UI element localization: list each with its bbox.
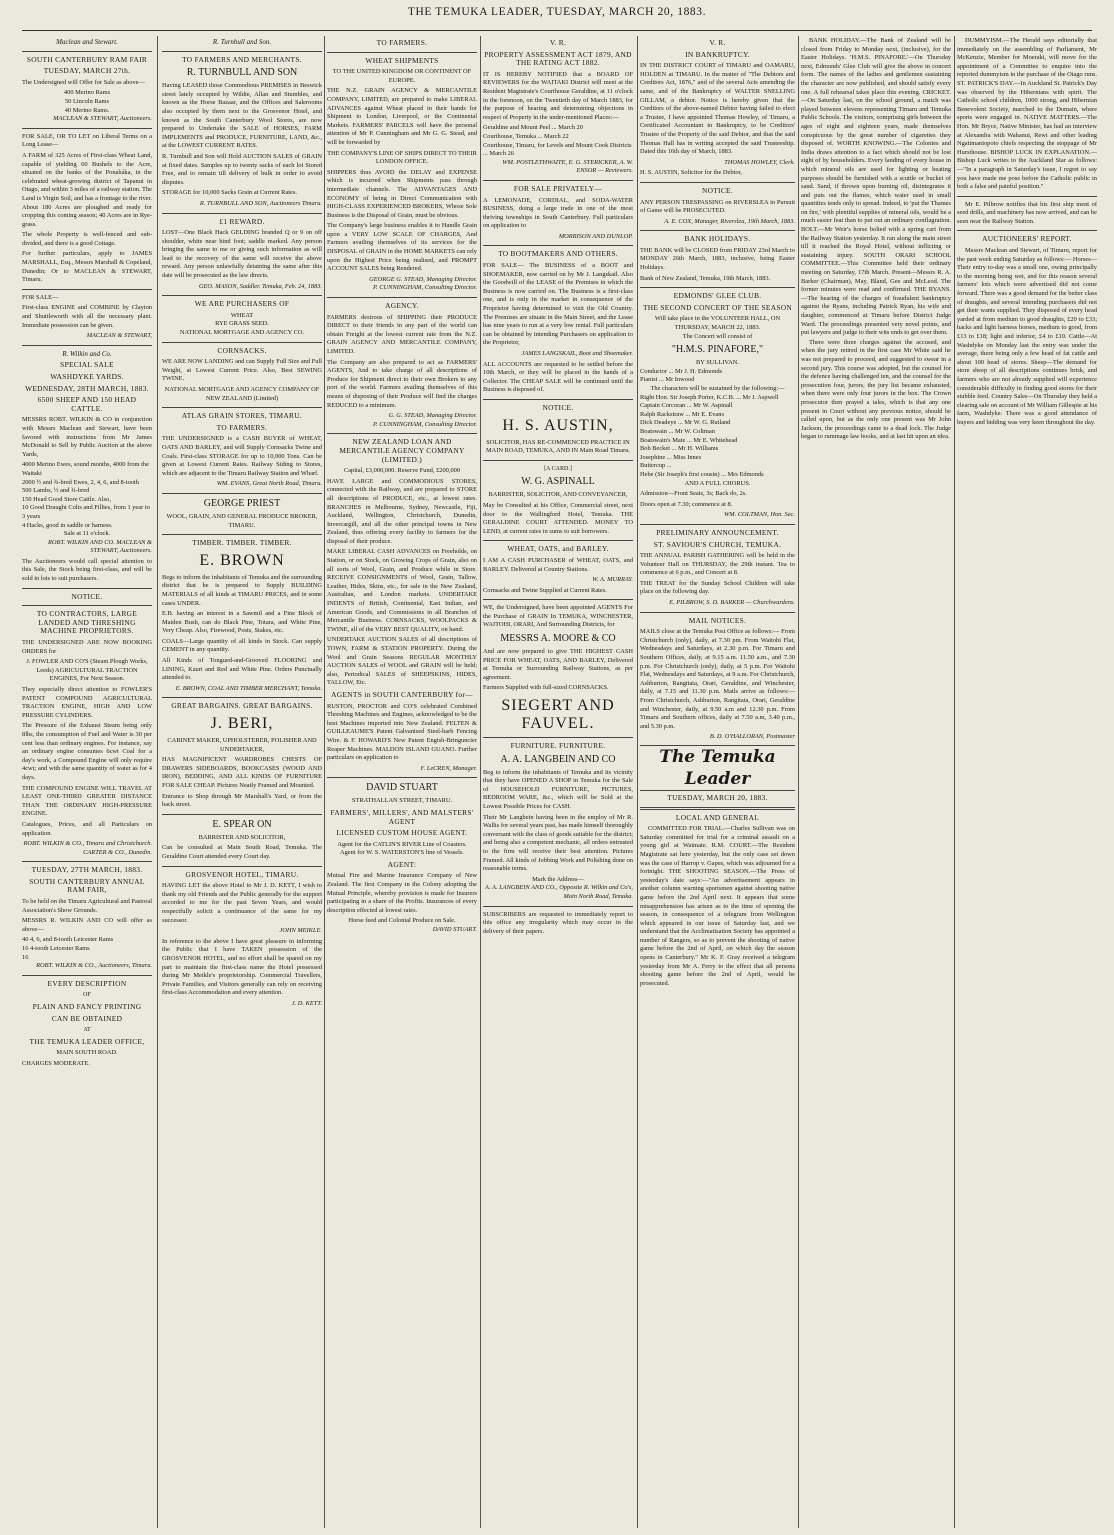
ad-text: ALL ACCOUNTS are requested to be settled before the 10th March, or they will be placed in the hands of a Collector. The CHEAP SALE will be continued until the Business is disposed of. xyxy=(483,360,633,394)
ad-text: SOLICITOR, HAS RE-COMMENCED PRACTICE IN MAIN ROAD, TEMUKA, AND IN Main Road Timaru. xyxy=(485,438,631,455)
column-rule xyxy=(954,36,955,1528)
ad-text: THE COMPOUND ENGINE WILL TRAVEL AT LEAST ONE-THIRD GREATER DISTANCE THAN THE ORDINARY HIGH-PRESSURE ENGINE. xyxy=(22,784,152,818)
ad-signature: ROBT. WILKIN & CO., Auctioneers, Timaru. xyxy=(36,962,152,970)
ad-text: NATIONAL MORTGAGE AND AGENCY COMPANY OF NEW ZEALAND (Limited) xyxy=(164,386,320,402)
ad-text: R. Turnbull and Son will Hold AUCTION SALES of GRAIN at fixed dates. Samples up to twenty sacks of each lot Stored Free, and to remain till delivery of bulk in order to avoid disputes. xyxy=(162,152,322,186)
ad-title: DAVID STUART xyxy=(366,782,438,794)
ad-text: CHARGES MODERATE. xyxy=(22,1059,90,1067)
list-item: 16 4-tooth Leicester Rams xyxy=(22,945,90,953)
ad-text: TO THE UNITED KINGDOM OR CONTINENT OF EUROPE. xyxy=(332,68,472,84)
ad-signature: MORRISON AND DUNLOP. xyxy=(558,232,633,240)
ad-text: AT xyxy=(83,1027,91,1034)
ad-title: TO FARMERS AND MERCHANTS. xyxy=(182,54,302,64)
divider xyxy=(957,230,1097,231)
column-rule xyxy=(480,36,481,1528)
divider xyxy=(640,807,795,810)
section-title: AUCTIONEERS' REPORT. xyxy=(982,234,1072,244)
ad-text: Bank of New Zealand, Temuka, 19th March, 1883. xyxy=(640,274,771,282)
ad-signature: DAVID STUART. xyxy=(432,926,477,934)
ad-list xyxy=(22,89,152,115)
divider xyxy=(957,196,1097,197)
news-text: DUMMYISM.—The Herald says editorially that immediately on the assembling of Parliament, Mr McKenzie, Member for Moeraki, will move for the appointment of a Committee to enquire into the reported dummyism in the purchase of the Otago runs. ST. PATRICK'S DAY.—In Auckland St. Patrick's Day was observed by the Hibernians with spirit. The Catholic school children, 1000 strong, and Hibernian Benevolent Society, marched to the Domain, where sports were engaged in. NATIVE MATTERS.—The Hon. Mr Bryce, Native Minister, has had an interview at Alexandra with Wahanui, Rewi and other leading Ngatimaniopoto chiefs respecting the stoppage of Mr Hursthouse. BISHOP LUCK IN EXPLANATION.—Bishop Luck writes to the Auckland Star as follows:—"In a paragraph in Saturday's issue, I regret to say you have made me pose before the Catholic public in both a false and painful position." xyxy=(957,37,1097,191)
ad-title: CORNSACKS. xyxy=(217,345,267,355)
royal-cipher: V. R. xyxy=(549,38,567,47)
ad-text: Conductor ... Mr J. H. Edmonds xyxy=(640,367,723,375)
ad-text: Farmers Supplied with full-sized CORNSACKS. xyxy=(483,684,609,692)
news-text: BANK HOLIDAY.—The Bank of Zealand will be closed from Friday to Monday next, (inclusive), for the Easter Holidays. 'H.M.S. PINAFORE.'—On Thursday next, Edmonds' Glee Club will give the above in concert form. The names of the ladies and gentlemen sustaining the character are now published, and should satisfy every one. A full rehearsal takes place this evening. CRICKET.—On Saturday last, on the school ground, a match was played between elevens representing Timaru and Temuka Public Schools. The visitors, comprising girls between the ages of eight and eighteen years, made themselves conspicuous by the great number of cigarettes they disposed of. WORTH KNOWING.—The Colonies and India draws attention to a fact which should not be lost sight of by householders. Every landing of every house in which mineral oils are used for lighting or heating purposes should be furnished with a scuttle or bucket of sand. Sand, if thrown upon burning oil, disintegrates it and puts out the flames, which water used in small quantities tends only to spread. Indeed, to 'put the Thames on fire,' with plentiful supplies of mineral oils, would be a much easier feat than to put out an ordinary conflagration. BOLT.—Mr Weir's horse bolted with a spring cart from the Railway Station yesterday. It ran along the main street till it reached the Royal Hotel, without inflicting or sustaining injury. SOUTH ORARI SCHOOL COMMITTEE.—This Committee held their ordinary meeting on Saturday, 17th March. Present—Messrs R. A. Barker (Chairman), May, Bland, Gee and McLeod. The former minutes were read and confirmed. THE RYANS.—The hearing of the charges of fraudulent bankruptcy against the Ryans, including Patrick Ryan, his wife and daughter, commenced at Timaru before District Judge Ward. The proceedings presented very novel points, and put lawyers and judge to their wits ends to get over them. xyxy=(801,37,951,337)
ad-date: TUESDAY, 27TH MARCH, 1883. xyxy=(31,865,143,875)
list-item: Right Hon. Sir Joseph Porter, K.C.B. ... Mr J. Aspwell xyxy=(640,393,779,401)
ad-text: LOST—One Black Hack GELDING branded Q or 9 on off shoulder, white near hind foot; saddle marked. Any person bringing the same to me or giving such information as will lead to the recovery of the same will receive the above reward. Any person unlawfully detaining the same after this date will be prosecuted as the law directs. xyxy=(162,229,322,280)
ad-title: SOUTH CANTERBURY ANNUAL RAM FAIR, xyxy=(29,876,145,895)
ad-title: NOTICE. xyxy=(542,402,574,412)
list-item: 40 4, 6, and 8-tooth Leicester Rams xyxy=(22,936,114,944)
divider xyxy=(162,814,322,815)
column-5 xyxy=(640,36,795,1528)
ad-title: NOTICE. xyxy=(701,185,734,195)
list-item: Ralph Rackstraw ... Mr E. Evans xyxy=(640,410,724,418)
divider xyxy=(162,407,322,408)
ad-title: IN BANKRUPTCY. xyxy=(685,49,750,59)
ad-title: AGENCY. xyxy=(385,301,419,311)
ad-title: A. A. LANGBEIN AND CO xyxy=(500,753,616,765)
ad-title: E. BROWN xyxy=(199,551,285,569)
ad-text: WE, the Undersigned, have been appointed AGENTS For the Purchase of GRAIN In TEMUKA, WINCHESTER, WAITOHI, ORARI, And Surrounding Districts, for xyxy=(483,604,633,629)
newspaper-nameplate: The Temuka Leader xyxy=(640,745,795,791)
ad-text: MAKE LIBERAL CASH ADVANCES on Freeholds, on Station, or on Stock, on Growing Crops of Grain, also on all sorts of Wool, Grain, and Produce while in Store. RECEIVE CONSIGNMENTS of Wool, Grain, Tallow, Leather, Hides, Skins, etc., for sale in the New Zealand, Australian, and London markets. UNDERTAKE INDENTS of British, Continental, East Indian, and American Goods, and Commissions in all Branches of Mercantile Business. CORNSACKS, WOOLPACKS & TWINE, all of the VERY BEST QUALITY, on hand. xyxy=(327,548,477,633)
ad-list xyxy=(22,936,152,962)
column-1 xyxy=(22,36,152,1528)
ad-date: WEDNESDAY, 28TH MARCH, 1883. xyxy=(25,383,149,393)
divider xyxy=(162,51,322,52)
ad-text: THE COMPANY'S LINE OF SHIPS DIRECT TO THEIR LONDON OFFICE. xyxy=(327,149,477,166)
ad-list xyxy=(22,461,152,530)
ad-signature: B. D. O'HALLORAN, Postmaster xyxy=(709,733,795,741)
divider xyxy=(162,342,322,343)
ad-text: May be Consulted at his Office, Commercial street, next door to the Wallingford Hotel, Temuka. THE GERALDINE COURT ATTENDED. MONEY TO LEND, at current rates in sums to suit borrowers. xyxy=(483,501,633,535)
ad-title: TIMBER. TIMBER. TIMBER. xyxy=(192,538,292,548)
ad-text: Having LEASED those Commodious PREMISES in Beswick street lately occupied by Wildie, Allan and Stumbles, and known as the Horse Bazaar, and the Offices and Salerooms also occupied by them next to the Grosvenor Hotel, and known as the South Canterbury Wool Stores, are now prepared to Undertake the SALE of HORSES, FARM IMPLEMENTS and PRODUCE, FURNITURE, LAND, &c., at the LOWEST CURRENT RATES. xyxy=(162,82,322,150)
ad-title: FARMERS', MILLERS', AND MALSTERS' AGENT xyxy=(330,807,474,826)
list-item: 2000 ½ and ¾-bred Ewes, 2, 4, 6, and 8-tooth xyxy=(22,478,139,486)
ad-text: CAN BE OBTAINED xyxy=(51,1013,123,1023)
list-item: 150 Head Good Store Cattle. Also, xyxy=(22,495,111,503)
divider xyxy=(327,433,477,434)
ad-title: THE SECOND CONCERT OF THE SEASON xyxy=(642,302,793,312)
ad-text: MESSRS ROBT. WILKIN & CO in conjunction with Messrs Maclean and Stewart, have been favored with instructions from Mr James McDonald to Sell by Public Auction at the above Yards, xyxy=(22,416,152,458)
divider xyxy=(22,289,152,290)
ad-title: E. SPEAR ON xyxy=(212,818,272,830)
divider xyxy=(483,599,633,600)
ad-text: THE UNDERSIGNED ARE NOW BOOKING ORDERS for xyxy=(22,639,152,655)
list-item: 400 Merino Rams xyxy=(63,89,111,97)
ad-title: 6500 SHEEP AND 150 HEAD CATTLE. xyxy=(37,395,137,413)
list-item: 40 Merino Rams. xyxy=(64,106,110,114)
ad-title: FOR SALE, OR TO LET on Liberal Terms on a Long Lease— xyxy=(22,132,152,149)
section-title: LOCAL AND GENERAL xyxy=(675,812,760,822)
ad-text: Capital, £3,000,000. Reserve Fund, £200,000 xyxy=(343,467,461,475)
ad-title: EDMONDS' GLEE CLUB. xyxy=(673,291,762,301)
ad-text: ANY PERSON TRESPASSING on RIVERSLEA in Pursuit of Game will be PROSECUTED. xyxy=(640,198,795,215)
ad-text: MAIN SOUTH ROAD. xyxy=(56,1049,118,1057)
ad-title: FURNITURE. FURNITURE. xyxy=(510,741,606,751)
divider xyxy=(640,524,795,525)
ad-text: H. S. AUSTIN, Solicitor for the Debtor, xyxy=(640,169,742,177)
ad-text: IT IS HEREBY NOTIFIED that a BOARD OF REVIEWERS for the WAITAKI District will meet at the Resident Magistrate's Courthouse Geraldine, at 11 o'clock in the forenoon, on the Twentieth day of March 1883, for the purpose of hearing and determining objections in respect of Property in the under-mentioned Places:— xyxy=(483,70,633,121)
divider xyxy=(22,605,152,606)
ad-text: Agent for W. S. WATERSTON'S line of Vessels. xyxy=(340,849,464,857)
ad-text: COALS—Large quantity of all kinds in Stock. Can supply CEMENT in any quantity. xyxy=(162,637,322,654)
divider xyxy=(483,906,633,907)
ad-signature: WM. COLTMAN, Hon. Sec. xyxy=(723,511,795,519)
news-text: There were three charges against the accused, and when the jury retired in the first case Mr White said he was not prepared to proceed, and suggested to swear in a second jury. This course was adopted, but the counsel for the defence having challenged ten, and the counsel for the prosecution four, jurors, the jury list became exhausted, when there were only four jurors in the box. The Crown prosecutor then prayed a tales, which is that any one present in Court without any previous notice, should be called upon, but as the only one present was Mr John Jackson, the proceedings came to a dead lock. The Judge began to rummage law books, and at last hit upon an idea. xyxy=(801,338,951,441)
divider xyxy=(483,540,633,541)
ad-title: R. TURNBULL AND SON xyxy=(186,67,298,79)
list-item: 500 Lambs, ½ and ¾-bred xyxy=(22,487,90,495)
ad-signature: G. G. STEAD, Managing Director. xyxy=(388,412,477,420)
ad-title: SOUTH CANTERBURY RAM FAIR xyxy=(26,54,148,64)
list-item: 50 Lincoln Rams xyxy=(64,97,110,105)
divider xyxy=(640,612,795,613)
ad-title: NOTICE. xyxy=(71,591,103,601)
masthead-rule xyxy=(22,30,1092,31)
ad-text: STRATHALLAN STREET, TIMARU. xyxy=(351,797,453,805)
list-item: Hebe (Sir Joseph's first cousin) ... Mrs Edmonds xyxy=(640,470,764,478)
ad-signature: MACLEAN & STEWART, Auctioneers. xyxy=(53,115,152,123)
ad-text: THE ANNUAL PARISH GATHERING will be held in the Volunteer Hall on THURSDAY, the 29th instant. Tea to commence at 6 p.m., and Concert at 8. xyxy=(640,552,795,577)
ad-text: FARMERS desirous of SHIPPING their PRODUCE DIRECT to their friends in any part of the world can obtain Freight at the lowest current rate from the N.Z. GRAIN AGENCY AND MERCANTILE COMPANY, LIMITED. xyxy=(327,313,477,355)
ad-signature: J. D. KETT. xyxy=(291,999,322,1007)
ad-signature: A. E. COX, Manager, Riverslea, 19th March, 1883. xyxy=(664,217,795,225)
ad-text: The Undersigned will Offer for Sale as above— xyxy=(22,78,145,86)
list-item: Dick Deadeye ... Mr W. G. Rutland xyxy=(640,419,731,427)
ad-text: Cornsacks and Twine Supplied at Current Rates. xyxy=(483,586,607,594)
ad-list xyxy=(640,394,795,480)
ad-signature: W. A. MURRAY. xyxy=(592,576,633,584)
ad-text: HAS MAGNIFICENT WARDROBES CHESTS OF DRAWERS SIDEBOARDS, BOOKCASES (WOOD AND IRON), BEDDING, AND ALL KINDS OF FURNITURE FOR SALE CHEAP. Pictures Neatly Framed and Mounted. xyxy=(162,756,322,789)
news-text: Messrs Maclean and Stewart, of Timaru, report for the past week ending Saturday as follows:— Horses—Their entry to-day was a small one, owing principally to the morning being wet, and for this reason several farmers' lots which were advertised did not come forward. There was a good demand for the better class of draughts, and several intending purchasers did not get their wants supplied. They disposed of every head yarded at from medium to good draughts, £20 to £33; hacks and light harness horses, medium to good, from £13 to £18; light and inferior, £4 to £10. Cattle—At Washdyke on Monday last the entry was under the average, there being only a few head of fat cattle and about 100 head of stores. Sheep—The demand for store sheep of all descriptions continues brisk, and farmers who are not already supplied will experience considerable difficulty in finding good stores for their stubble feed. Country Sales—On Thursday they held a clearing sale on account of Mr William Gillespie at his farm, Washdyke. There was a good attendance of buyers and bidding was very keen throughout the day. xyxy=(957,247,1097,426)
ad-text: SHIPPERS thus AVOID the DELAY and EXPENSE which is incurred when Shipments pass through intermediate channels. The ADVANTAGES AND ECONOMY of being in Direct Communication with HIGH-CLASS EXPERIENCED BROKERS, Whose Sole Business is the Disposal of Grain, must be obvious. xyxy=(327,168,477,219)
ad-text: They especially direct attention to FOWLER'S PATENT COMPOUND AGRICULTURAL TRACTION ENGINE, HIGH AND LOW PRESSURE CYLINDERS. xyxy=(22,686,152,719)
ad-text: Doors open at 7.30; commence at 8. xyxy=(640,500,733,508)
list-item: 4000 Merino Ewes, sound months, 4000 from the Waitaki xyxy=(22,461,149,477)
ad-text: Mark the Address— xyxy=(532,875,584,883)
ad-title: PROPERTY ASSESSMENT ACT 1879, AND THE RATING ACT 1882. xyxy=(484,49,632,68)
column-7 xyxy=(957,36,1097,1528)
divider xyxy=(483,180,633,181)
ad-title: WHEAT, OATS, and BARLEY. xyxy=(507,544,609,554)
ad-text: RUSTON, PROCTOR and CO'S celebrated Combined Threshing Machines and Engines, acknowledged to be the best Machines imported into New Zealand. FELTEN & GUILLEAUME'S Patent Galvanised Steel-barb Fencing Wire. & F. HOWARD'S New Patent Engish-Bringuncier Reaper Machines. MALDON ISLAND GUANO. Further particulars on application to xyxy=(327,702,477,762)
ad-text: Horse feed and Colonial Produce on Sale. xyxy=(348,917,456,925)
ad-title: FOR SALE PRIVATELY— xyxy=(513,183,603,193)
ad-title: WHEAT SHIPMENTS xyxy=(365,55,439,65)
divider xyxy=(162,213,322,214)
list-item: Courthouse, Timaru, for Levels and Mount Cook Districts ... March 26 xyxy=(483,141,632,158)
list-item: 10 Good Draught Colts and Fillies, from 1 year to 3 years xyxy=(22,504,150,520)
ad-text: Their Mr Langbein having been in the employ of Mr R. Wallis for several years past, has made himself thoroughly conversant with the class of goods suitable for the district; and being also a competent mechanic, all orders entrusted to the firm will receive their best attention. Pictures Framed. All kinds of Jobbing Work and Polishing done on reasonable terms. xyxy=(483,813,633,873)
ad-text: THE TREAT for the Sunday School Children will take place on the following day. xyxy=(640,579,795,596)
ad-text: The Auctioneers would call special attention to this Sale, the Stock being first-class, and will be sold in lots to suit purchasers. xyxy=(22,557,152,583)
list-item: Buttercup ... xyxy=(640,462,672,470)
ad-signature: WM. POSTLETHWAITE, E. G. STERICKER, A. W. ENSOR — Reviewers. xyxy=(502,158,633,175)
ad-text: Sale at 11 o'clock. xyxy=(63,530,111,538)
list-item: Bob Becket ... Mr H. Williams xyxy=(640,445,719,453)
divider xyxy=(483,399,633,400)
ad-signature: ROBT. WILKIN & CO., Timaru and Christchurch. CARTER & CO., Dunedin. xyxy=(23,840,152,856)
ad-title: £1 REWARD. xyxy=(219,216,265,226)
list-item: Boatswain's Mate ... Mr E. Whitehead xyxy=(640,436,738,444)
ad-text: MAILS close at the Temuka Post Office as follows:— From Christchurch (only), daily, at 7.30 pm. From Waitohi Flat, Wednesdays and Saturdays, at 2.30 p.m. For Timaru and Southern Offices, daily, at 9.15 a.m. 11.50 a.m., and 7.30 p.m. For Christchurch (only), daily, at 5 p.m. For Waitohi Flat, Wednesdays and Saturdays, at 9 a.m. For Christchurch, Ashburton, Rangitata, Orari, Geraldine, and Winchester, daily, at 7.15 and 11.30 p.m. Mails arrive as follows:— From Christchurch, Ashburton, Rangitata, Orari, Geraldine and Winchester, daily, at 9.50 a.m and 12.30 p.m. From Timaru and Southern offices, daily at 7.50 a.m, 3.40 p.m., and 5.30 p.m. xyxy=(640,628,795,730)
ad-title: EVERY DESCRIPTION xyxy=(47,978,127,988)
divider xyxy=(22,861,152,862)
ad-text: [A CARD.] xyxy=(544,465,572,472)
divider xyxy=(483,460,633,461)
divider xyxy=(640,230,795,231)
ad-title: SIEGERT AND FAUVEL. xyxy=(501,697,615,733)
divider xyxy=(162,493,322,494)
ad-signature: E. BROWN, COAL AND TIMBER MERCHANT, Temuka. xyxy=(175,684,322,692)
ad-text: WOOL, GRAIN, AND GENERAL PRODUCE BROKER, TIMARU. xyxy=(166,512,318,529)
divider xyxy=(162,866,322,867)
ad-signature: JAMES LANGSKAIL, Boot and Shoemaker. xyxy=(521,350,633,357)
ad-text: The characters will be sustained by the following:— xyxy=(650,385,785,392)
ad-title: WE ARE PURCHASERS OF xyxy=(194,299,290,309)
ad-text: THE BANK will be CLOSED from FRIDAY 23rd March to MONDAY 26th March, 1883, inclusive, being Easter Holidays. xyxy=(640,246,795,272)
ad-title: TO BOOTMAKERS AND OTHERS. xyxy=(498,249,618,259)
ad-text: The Pressure of the Exhaust Steam being only 8lbs, the consumption of Fuel and Water is 30 per cent less than ordinary engines. For instance, say an ordinary engine consumes 6cwt Coal for a day's work, a Compound Engine will only require 4cwt; and with the same quantity of water as for 4 days. xyxy=(22,722,152,781)
ad-title: AGENTS in SOUTH CANTERBURY for— xyxy=(331,689,473,699)
ad-signature: P. CUNNINGHAM, Consulting Director. xyxy=(372,284,477,292)
divider xyxy=(22,588,152,589)
divider xyxy=(483,737,633,738)
ad-text: NATIONAL MORTGAGE AND AGENCY CO. xyxy=(179,329,305,337)
ad-title: WASHDYKE YARDS. xyxy=(50,372,124,381)
ad-text: Admission—Front Seats, 3s; Back do, 2s. xyxy=(640,490,747,498)
ad-text: AND A FULL CHORUS. xyxy=(684,479,751,487)
list-item: 16 xyxy=(22,953,29,961)
ad-title: "H.M.S. PINAFORE," xyxy=(671,344,764,356)
ad-signature: ROBT. WILKIN AND CO. MACLEAN & STEWART, Auctioneers. xyxy=(48,538,152,555)
ad-title: GROSVENOR HOTEL, TIMARU. xyxy=(185,869,299,879)
ad-text: In reference to the above I have great pleasure in informing the Public that I have TAKEN possession of the GROSVENOR HOTEL, and no effort shall be spared on my part to maintain the first-class name the Hotel possessed during Mr Meikle's proprietorship. Commercial Travellers, Private Families, and Visitors generally can rely on receiving first-class Accommodation and every attention. xyxy=(162,937,322,997)
ad-text: BY SULLIVAN. xyxy=(696,359,739,367)
ad-date: TUESDAY, MARCH 27th. xyxy=(43,66,131,76)
ad-signature: JOHN MEIKLE. xyxy=(279,927,322,935)
column-3 xyxy=(327,36,477,1528)
ad-text: I AM A CASH PURCHASER of WHEAT, OATS, and BARLEY. Delivered at Country Stations. xyxy=(483,556,633,573)
ad-text: IN THE DISTRICT COURT of TIMARU and OAMARU, HOLDEN at TIMARU. In the matter of "The Debtors and Creditors Act, 1876," and of the several Acts amending the same, and of the Bankruptcy of WALTER SNELLING GILLAM, a debtor. Notice is hereby given that the Creditors of the above-named Debtor having failed to elect a Trustee, I have appointed Thomas Howley, of Timaru, a Certificated Accountant in Bankruptcy, to be Creditors' Trustee of the Property of the said Debtor, and that the said Thomas Hall has in writing accepted the said Trusteeship. Dated this 16th day of March, 1883. xyxy=(640,62,795,156)
advertiser-header: R. Turnbull and Son. xyxy=(212,38,272,46)
ad-text: Entrance to Shop through Mr Marshall's Yard, or from the back street. xyxy=(162,792,322,809)
ad-text: The Concert will consist of xyxy=(682,332,753,340)
ad-text: WHEAT xyxy=(230,311,254,319)
divider xyxy=(640,287,795,288)
ad-list xyxy=(483,124,633,158)
ad-title: W. G. ASPINALL xyxy=(521,476,595,488)
divider xyxy=(22,975,152,976)
ad-text: SUBSCRIBERS are requested to immediately report to this office any irregularity which may occur in the delivery of their papers. xyxy=(483,910,633,935)
column-2 xyxy=(162,36,322,1528)
column-rule xyxy=(798,36,799,1528)
ad-signature: P. CUNNINGHAM, Consulting Director. xyxy=(372,420,477,428)
ad-text: Beg to inform the inhabitants of Temuka and its vicinity that they have OPENED A SHOP in Temuka for the Sale of HOUSEHOLD FURNITURE, PICTURES, BEDROOM WARE, &c., which will be Sold at the Lowest Possible Prices for CASH. xyxy=(483,768,633,810)
column-6 xyxy=(801,36,951,1528)
ad-title: ATLAS GRAIN STORES, TIMARU. xyxy=(181,411,303,421)
column-rule xyxy=(637,36,638,1528)
ad-signature: WM. EVANS, Great North Road, Timaru. xyxy=(216,480,322,488)
column-rule xyxy=(324,36,325,1528)
ad-title: AGENT: xyxy=(387,859,417,869)
ad-text: WE ARE NOW LANDING and can Supply Full Size and Full Weight, at Lowest Current Price. Also, Best SEWING TWINE. xyxy=(162,358,322,383)
ad-text: THE UNDERSIGNED is a CASH BUYER of WHEAT, OATS AND BARLEY, and will Supply Cornsacks Twine and Coals. First-class STORAGE for up to 10,000 Tons. Can be given at Lowest Current Rates. Railway Siding to Stores, which are adjacent to the Timaru Railway Station and Wharf. xyxy=(162,435,322,477)
masthead-text: THE TEMUKA LEADER, TUESDAY, MARCH 20, 1883. xyxy=(407,6,707,18)
divider xyxy=(162,534,322,535)
list-item: 4 Hacks, good in saddle or harness. xyxy=(22,521,113,529)
ad-text: BARRISTER AND SOLICITOR, xyxy=(198,833,286,841)
ad-title: ST. SAVIOUR'S CHURCH, TEMUKA. xyxy=(653,539,782,549)
divider xyxy=(162,295,322,296)
ad-title: FOR SALE— xyxy=(22,293,59,301)
ad-text: For further particulars, apply to JAMES MARSHALL, Esq., Messrs Marshall & Copeland, Dunedin; Or to MACLEAN & STEWART, Timaru. xyxy=(22,250,152,284)
ad-title: GREAT BARGAINS. GREAT BARGAINS. xyxy=(171,701,313,711)
ad-text: Begs to inform the inhabitants of Temuka and the surrounding district that he is prepared to Supply BUILDING MATERIALS of all kinds at TIMARU PRICES, and in some cases UNDER. xyxy=(162,573,322,607)
ad-title: MAIL NOTICES. xyxy=(688,615,747,625)
issue-date: TUESDAY, MARCH 20, 1883. xyxy=(667,792,768,802)
ad-title: TO CONTRACTORS, LARGE LANDED AND THRESHING MACHINE PROPRIETORS. xyxy=(36,609,138,636)
ad-text: To be held on the Timaru Agricultural and Pastoral Association's Show Grounds. xyxy=(22,898,152,914)
ad-text: The whole Property is well-fenced and sub-divided, and there is a good Cottage. xyxy=(22,231,152,247)
ad-signature: A. A. LANGBEIN AND CO., Opposite R. Wilkin and Co's, Main North Road, Temuka. xyxy=(485,884,633,900)
ad-title: PLAIN AND FANCY PRINTING xyxy=(32,1002,142,1011)
ad-title: MESSRS A. MOORE & CO xyxy=(500,633,616,645)
ad-text: The Company are also prepared to act as FARMERS' AGENTS, And to take charge of all descriptions of Produce for Shipment direct to their own Brokers to any port of the world. Farmers availing themselves of this means of disposing of their Produce will find the charges REDUCED to a minimum. xyxy=(327,358,477,409)
divider xyxy=(327,297,477,298)
ad-text: OF xyxy=(83,992,91,999)
ad-text: STORAGE for 10,000 Sacks Grain at Current Rates. xyxy=(162,189,297,197)
list-item: Courthouse, Temuka ... March 22 xyxy=(483,132,569,140)
ad-text: A LEMONADE, CORDIAL, and SODA-WATER BUSINESS, doing a large trade in one of the most thriving townships in South Canterbury. Full particulars on application to xyxy=(483,196,633,230)
ad-signature: R. TURNBULL AND SON, Auctioneers Timaru. xyxy=(199,199,322,207)
ad-text: Will take place in the VOLUNTEER HALL, ON THURSDAY, MARCH 22, 1883. xyxy=(654,315,781,332)
ad-text: Mutual Fire and Marine Insurance Company of New Zealand. The first Company in the Colony adopting the Mutual Principle, whereby provision is made for Insurers participating in a share of the Profits. Insurances of every description effected at lowest rates. xyxy=(327,872,477,914)
advertiser-header: Maclean and Stewart. xyxy=(56,38,118,46)
ad-title: NEW ZEALAND LOAN AND MERCANTILE AGENCY COMPANY (LIMITED.) xyxy=(339,437,465,464)
ad-title: BANK HOLIDAYS. xyxy=(684,234,751,244)
ad-title: H. S. AUSTIN, xyxy=(502,416,614,434)
ad-title: THE TEMUKA LEADER OFFICE, xyxy=(29,1036,145,1046)
divider xyxy=(483,245,633,246)
ad-text: E.B. having an interest in a Sawmil and a Fine Block of Maiden Bush, can do Black Pine, Totara, and White Pine, Very Cheap. Also, Firewood, Posts, Stakes, etc. xyxy=(162,610,322,635)
ad-text: J. FOWLER AND CO'S (Steam Plough Works, Leeds) AGRICULTURAL TRACTION ENGINES, For Next Season. xyxy=(26,658,148,683)
ad-text: Pianist ... Mr Inwood xyxy=(640,376,695,384)
ad-text: HAVING LET the above Hotel to Mr J. D. KETT, I wish to thank my old Friends and the Public generally for the support accorded to me for the past Seven Years, and would respectfully solicit a continuance of the same for my successor. xyxy=(162,882,322,924)
list-item: Josephine ... Miss Innes xyxy=(640,453,702,461)
ad-text: HAVE LARGE and COMMODIOUS STORES, connected with the Railway, and are prepared to STORE all descriptions of PRODUCE, etc., at lowest rates. BRANCHES in Melbourne, Sydney, Newcastle, Fiji, Auckland, Wellington, Christchurch, Dunedin, Invercargill, and all the other principal towns in New Zealand, thus offering every facility to farmers for the disposal of their produce. xyxy=(327,477,477,545)
ad-title: SPECIAL SALE xyxy=(60,360,114,370)
column-4 xyxy=(483,36,633,1528)
ad-text: BARRISTER, SOLICITOR, AND CONVEYANCER, xyxy=(488,491,628,499)
divider xyxy=(327,52,477,53)
ad-text: THE N.Z. GRAIN AGENCY & MERCANTILE COMPANY, LIMITED, are prepared to make LIBERAL ADVANCES against Wheat placed in their hands for Shipment to London, Liverpool, or the Continental Markets. FARMERS' PARCELS will have the personal attention of Mr P. Cunningham and Mr G. G. Stead, and will be forwarded by xyxy=(327,87,477,146)
ad-text: A FARM of 325 Acres of First-class Wheat Land, capable of yielding 60 Bushels to the Acre, situated on the banks of the Ponaháka, in the celebrated wheat-growing district of Tapanui in Otago, and within 3 miles of a railway station. The Land is Virgin Soil, and has a frontage to the river. About 180 Acres are ploughed and ready for cropping this coming season; 40 Acres are in Rye-grass. xyxy=(22,151,152,228)
ad-title: TO FARMERS. xyxy=(216,422,268,432)
ad-text: Can be consulted at Main South Road, Temuka. The Geraldine Court attended every Court day. xyxy=(162,844,322,860)
ad-text: CABINET MAKER, UPHOLSTERER, POLISHER AND UNDERTAKER, xyxy=(167,737,317,753)
ad-text: Catalogues, Prices, and all Particulars on application. xyxy=(22,820,152,837)
news-text: COMMITTED FOR TRIAL.—Charles Sullivan was on Saturday committed for trial for a criminal assault on a young girl at Waimate. R.M. COURT.—The Resident Magistrate sat here yesterday, but the only case set down was the case of Harrop v. Gapes, which was adjourned for a fortnight. THE SHOOTING SEASON.—The Press of yesterday's date says:—"An advertisement appears in another column warning sportsmen against shooting native game before the 2nd April next. It appears that some misapprehension has arisen as to the time of opening the season, in consequence of a telegram from Wellington which appeared in our issue of Saturday last, and we understand that the Acclimatisation Society has appointed a number of Rangers, so as to prevent the shooting of native game before the 2nd of April, on which day the season opens in Canterbury." Mr K. F. Gray received a telegram yesterday from Mr A. Ferry to the effect that all persons shooting game before the 2nd of April, would be prosecuted. xyxy=(640,825,795,987)
ad-title: GEORGE PRIEST xyxy=(203,497,281,509)
list-item: Captain Corcoran ... Mr W. Aspinall xyxy=(640,402,733,410)
news-text: Mr E. Pilbrow notifies that his first ship ment of seed drills, and machinery has now arrived, and can be seen near the Railway Station. xyxy=(957,200,1097,225)
ad-signature: GEO. MASON, Saddler. Temuka, Feb. 24, 1883. xyxy=(198,282,322,290)
ad-text: All Kinds of Tongued-and-Grooved FLOORING and LINING, Kauri and Red and White Pine. Orders Punctually attended to. xyxy=(162,657,322,682)
ad-text: MESSRS R. WILKIN AND CO will offer as above— xyxy=(22,917,152,933)
ad-text: RYE GRASS SEED. xyxy=(215,320,269,328)
ad-title: J. BERI, xyxy=(210,715,274,733)
ad-title: LICENSED CUSTOM HOUSE AGENT. xyxy=(336,828,468,838)
ad-text: UNDERTAKE AUCTION SALES of all descriptions of TOWN, FARM & STATION PROPERTY. During the Wool and Grain Seasons REGULAR MONTHLY AUCTION SALES of WOOL and GRAIN will be held; also, Periodical SALES of SHEEPSKINS, HIDES, TALLOW, Etc. xyxy=(327,636,477,687)
royal-cipher: V. R. xyxy=(709,38,726,47)
divider xyxy=(162,697,322,698)
ad-signature: GEORGE G. STEAD, Managing Director. xyxy=(369,275,477,283)
masthead xyxy=(0,6,1114,28)
divider xyxy=(22,128,152,129)
list-item: Geraldine and Mount Peel ... March 20 xyxy=(483,124,583,132)
divider xyxy=(640,182,795,183)
divider xyxy=(22,345,152,346)
ad-text: The Company's large business enables it to Handle Grain upon a VERY LOW SCALE OF CHARGES, And Farmers availing themselves of its services for the DISPOSAL of GRAIN in the HOME MARKETS can rely upon the Highest Price being realised, and PROMPT ACCOUNT SALES being Rendered. xyxy=(327,222,477,273)
ad-text: And are now prepared to give THE HIGHEST CASH PRICE FOR WHEAT, OATS, AND BARLEY, Delivered at Temuka or Surrounding Railway Stations, as per agreement. xyxy=(483,648,633,681)
ad-title: TO FARMERS. xyxy=(376,38,428,47)
list-item: Boatswain ... Mr W. Coltman xyxy=(640,427,715,435)
advertiser-header: R. Wilkin and Co. xyxy=(62,349,112,358)
ad-signature: E. PILBROW, S. D. BARKER — Churchwardens. xyxy=(669,599,795,607)
column-rule xyxy=(157,36,158,1528)
ad-text: Agent for the CATLIN'S RIVER Line of Coasters. xyxy=(337,840,467,848)
divider xyxy=(327,777,477,778)
ad-signature: F. LeCREN, Manager. xyxy=(420,764,477,772)
divider xyxy=(22,51,152,52)
ad-signature: THOMAS HOWLEY, Clerk. xyxy=(724,158,795,166)
ad-text: First-class ENGINE and COMBINE by Clayton and Shuttleworth with all the necessary plant. Immediate possession can be given. xyxy=(22,304,152,329)
ad-title: PRELIMINARY ANNOUNCEMENT. xyxy=(656,527,779,537)
ad-signature: MACLEAN & STEWART, xyxy=(86,332,152,340)
ad-text: FOR SALE— The BUSINESS of a BOOT and SHOEMAKER, now carried on by Mr J. Langskail. Also the Goodwill of the LEASE of the Premises in which the Business is now carried on. The Business is a first-class one, and is only in the market in consequence of the Proprietor having determined to visit the Old Country. The Premises are situate in the Main Street, and the Lease has nine years to run at a very low rental. Full particulars can be obtained by intending Purchasers on application to the Proprietor, xyxy=(483,262,633,347)
